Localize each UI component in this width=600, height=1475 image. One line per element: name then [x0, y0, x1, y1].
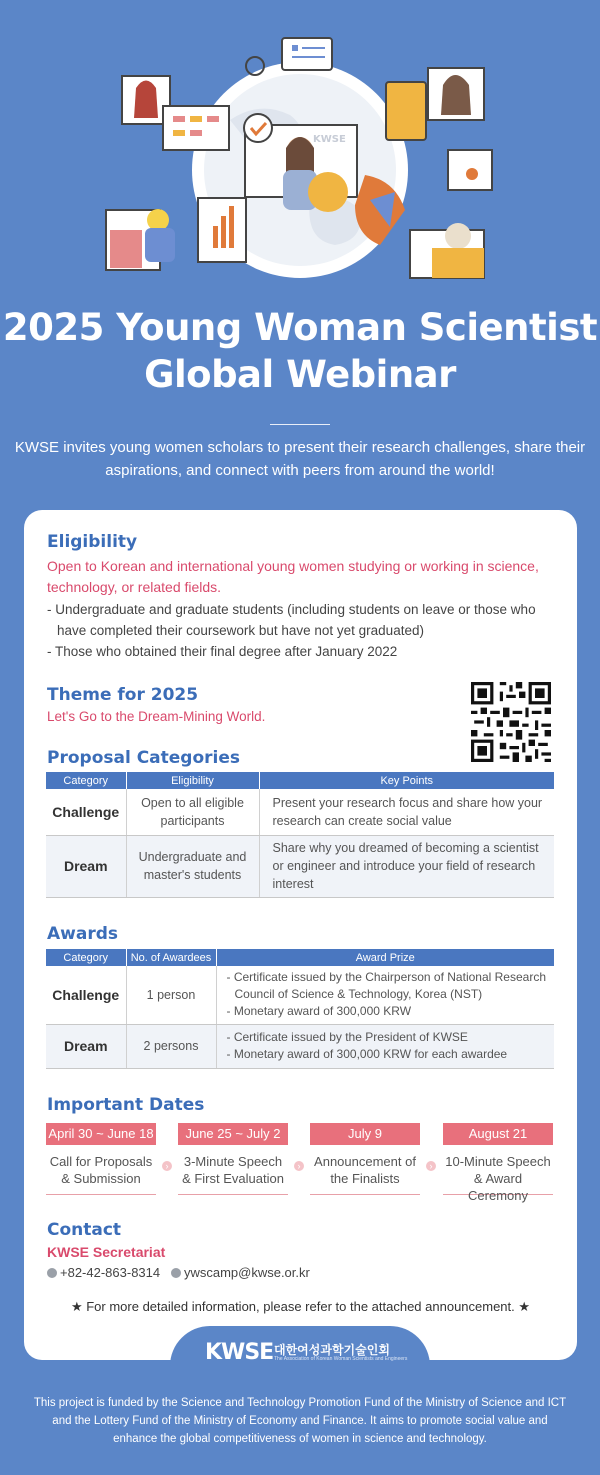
contact-email[interactable]: ywscamp@kwse.or.kr [183, 1265, 310, 1280]
prize-item: - Monetary award of 300,000 KRW for each awardee [226, 1047, 508, 1061]
date-desc: Announcement of the Finalists [314, 1154, 416, 1186]
col-header-awardees: No. of Awardees [126, 949, 216, 966]
table-row [46, 1024, 554, 1068]
table-row [46, 789, 554, 835]
eligibility-item: - Undergraduate and graduate students (including students on leave or those who have completed their coursework but have not yet graduated) [47, 602, 536, 638]
category-points: Present your research focus and share how your research can create social value [259, 789, 554, 835]
dates-heading: Important Dates [47, 1095, 205, 1115]
prize-item: - Certificate issued by the Chairperson of National Research Council of Science & Technology, Korea (NST) [226, 970, 546, 1002]
email-icon [171, 1268, 181, 1278]
categories-table [46, 772, 554, 898]
kwse-logo: KWSE [205, 1340, 274, 1365]
date-item [46, 1123, 156, 1195]
date-item [178, 1123, 288, 1195]
date-label: April 30 ~ June 18 [46, 1123, 156, 1145]
award-prize [216, 966, 554, 1024]
contact-heading: Contact [47, 1220, 122, 1240]
col-header-eligibility: Eligibility [126, 772, 259, 789]
category-name: Challenge [46, 789, 126, 835]
categories-heading: Proposal Categories [47, 748, 241, 768]
date-desc: 3-Minute Speech & First Evaluation [182, 1154, 284, 1186]
chevron-right-icon: › [426, 1161, 436, 1171]
award-category: Challenge [46, 966, 126, 1024]
date-label: July 9 [310, 1123, 420, 1145]
chevron-right-icon: › [162, 1161, 172, 1171]
theme-text: Let's Go to the Dream-Mining World. [47, 709, 266, 724]
award-category: Dream [46, 1024, 126, 1068]
more-info-note: ★ For more detailed information, please refer to the attached announcement. ★ [70, 1299, 531, 1314]
eligibility-list [47, 599, 567, 662]
prize-item: - Certificate issued by the President of KWSE [226, 1030, 468, 1044]
page-title [0, 304, 600, 398]
date-label: August 21 [443, 1123, 553, 1145]
date-desc: Call for Proposals & Submission [49, 1154, 153, 1186]
footer-text: This project is funded by the Science and Technology Promotion Fund of the Ministry of Science and ICT and the Lottery Fund of the Ministry of Economy and Finance. It aims to promote social value and enhance the global competitiveness of women in science and technology. [33, 1397, 567, 1445]
prize-item: - Monetary award of 300,000 KRW [226, 1004, 412, 1019]
contact-details [47, 1265, 310, 1280]
award-count: 1 person [126, 966, 216, 1024]
hero-screen-label: KWSE [313, 134, 346, 145]
awards-heading: Awards [47, 924, 119, 944]
award-prize [216, 1024, 554, 1068]
table-row [46, 835, 554, 897]
col-header-category: Category [46, 772, 126, 789]
phone-icon [47, 1268, 57, 1278]
intro-text: KWSE invites young women scholars to present their research challenges, share their aspirations, and connect with peers from around the world! [14, 439, 586, 479]
logo-english-name: The Association of Korean Woman Scientists and Engineers [274, 1356, 408, 1362]
col-header-category: Category [46, 949, 126, 966]
date-label: June 25 ~ July 2 [178, 1123, 288, 1145]
eligibility-main: Open to Korean and international young women studying or working in science, technology, or related fields. [47, 558, 539, 595]
qr-code[interactable] [471, 682, 551, 762]
dates-timeline [46, 1123, 556, 1203]
category-name: Dream [46, 835, 126, 897]
eligibility-heading: Eligibility [47, 532, 138, 552]
col-header-key-points: Key Points [259, 772, 554, 789]
award-count: 2 persons [126, 1024, 216, 1068]
eligibility-item: - Those who obtained their final degree after January 2022 [47, 644, 398, 659]
title-divider [270, 424, 330, 425]
date-underline [46, 1194, 156, 1195]
category-eligibility: Open to all eligible participants [126, 789, 259, 835]
date-desc: 10-Minute Speech & Award Ceremony [445, 1154, 551, 1203]
date-underline [178, 1194, 288, 1195]
hero-illustration [0, 0, 600, 290]
table-row [46, 966, 554, 1024]
contact-org: KWSE Secretariat [47, 1244, 166, 1260]
title-line-2: Global Webinar [144, 353, 456, 396]
info-card [24, 510, 577, 1360]
category-eligibility: Undergraduate and master's students [126, 835, 259, 897]
date-item [310, 1123, 420, 1195]
date-underline [310, 1194, 420, 1195]
title-line-1: 2025 Young Woman Scientist [2, 306, 598, 349]
awards-table [46, 949, 554, 1069]
col-header-prize: Award Prize [216, 949, 554, 966]
theme-heading: Theme for 2025 [47, 685, 199, 705]
logo-korean-name: 대한여성과학기술인회 [274, 1343, 390, 1357]
category-points: Share why you dreamed of becoming a scientist or engineer and introduce your field of research interest [259, 835, 554, 897]
contact-phone[interactable]: +82-42-863-8314 [60, 1265, 161, 1280]
date-item [443, 1123, 553, 1203]
chevron-right-icon: › [294, 1161, 304, 1171]
